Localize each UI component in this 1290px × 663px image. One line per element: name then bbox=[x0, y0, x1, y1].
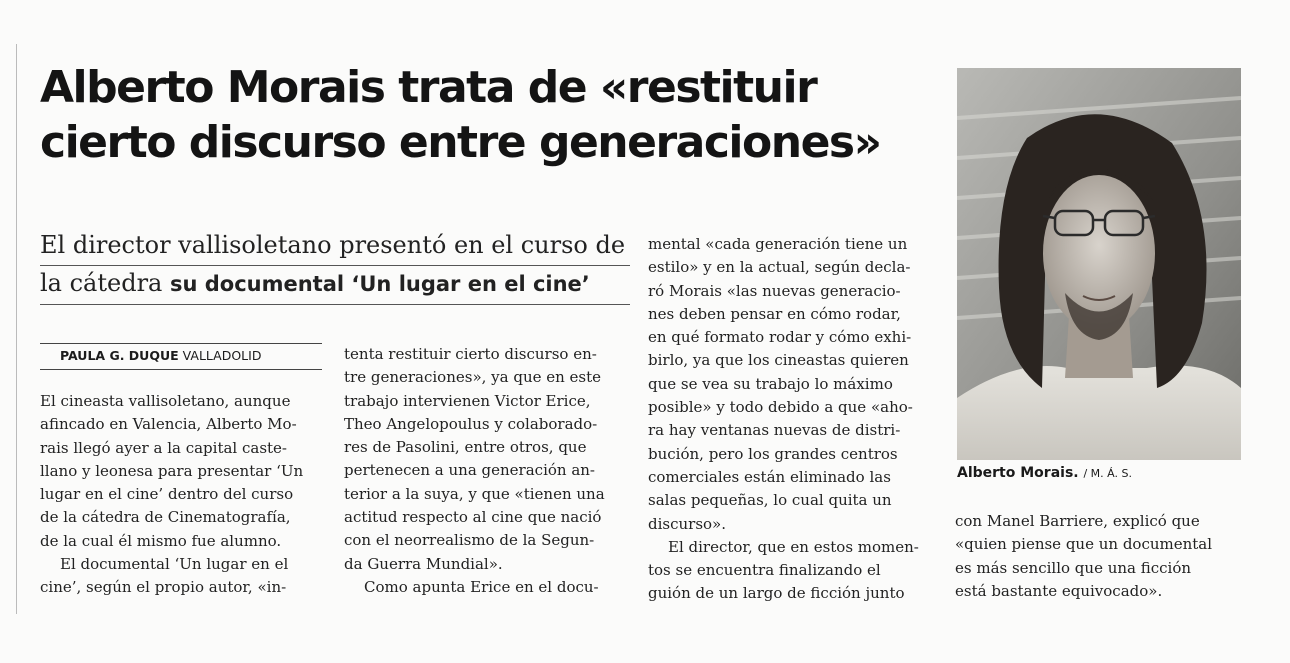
body-line: que se vea su trabajo lo máximo bbox=[648, 374, 893, 393]
body-line: de la cátedra de Cinematografía, bbox=[40, 508, 291, 527]
body-line: guión de un largo de ficción junto bbox=[648, 584, 905, 603]
subheadline-line-2 bbox=[40, 266, 630, 305]
body-line: da Guerra Mundial». bbox=[344, 554, 503, 573]
body-line: es más sencillo que una ficción bbox=[955, 558, 1192, 577]
headline-line-2: cierto discurso entre generaciones» bbox=[40, 117, 881, 168]
body-line: tos se encuentra finalizando el bbox=[648, 561, 881, 580]
body-column-1 bbox=[40, 390, 325, 600]
byline-location: VALLADOLID bbox=[182, 348, 262, 363]
body-line: salas pequeñas, lo cual quita un bbox=[648, 491, 892, 510]
body-column-2 bbox=[344, 343, 634, 599]
body-line: posible» y todo debido a que «aho- bbox=[648, 398, 913, 417]
body-line: El director, que en estos momen- bbox=[668, 537, 919, 556]
subheadline-line-1: El director vallisoletano presentó en el curso de bbox=[40, 228, 630, 266]
body-line: terior a la suya, y que «tienen una bbox=[344, 484, 605, 503]
body-line: con Manel Barriere, explicó que bbox=[955, 512, 1200, 530]
column-rule bbox=[16, 44, 17, 614]
body-line: discurso». bbox=[648, 514, 727, 533]
body-line: actitud respecto al cine que nació bbox=[344, 508, 602, 527]
byline-author: PAULA G. DUQUE bbox=[60, 348, 179, 363]
body-line: «quien piense que un documental bbox=[955, 535, 1213, 554]
body-line: trabajo intervienen Victor Erice, bbox=[344, 391, 591, 410]
body-line: bución, pero los grandes centros bbox=[648, 444, 898, 463]
body-line: lugar en el cine’ dentro del curso bbox=[40, 485, 294, 504]
portrait-photo bbox=[957, 68, 1241, 460]
headline-line-1: Alberto Morais trata de «restituir bbox=[40, 62, 817, 113]
body-line: ra hay ventanas nuevas de distri- bbox=[648, 421, 901, 440]
byline bbox=[40, 343, 322, 370]
body-line: Theo Angelopoulus y colaborado- bbox=[344, 414, 598, 433]
body-line: estilo» y en la actual, según decla- bbox=[648, 258, 911, 277]
body-line: cine’, según el propio autor, «in- bbox=[40, 578, 287, 597]
body-column-4 bbox=[955, 510, 1245, 603]
body-line: El documental ‘Un lugar en el bbox=[60, 555, 289, 574]
caption-credit: / M. Á. S. bbox=[1083, 467, 1132, 480]
body-line: res de Pasolini, entre otros, que bbox=[344, 438, 587, 457]
body-line: ró Morais «las nuevas generacio- bbox=[648, 281, 901, 300]
caption-name: Alberto Morais. bbox=[957, 465, 1079, 481]
body-line: mental «cada generación tiene un bbox=[648, 235, 908, 253]
body-line: pertenecen a una generación an- bbox=[344, 461, 596, 480]
subheadline-plain-text: la cátedra bbox=[40, 269, 170, 297]
body-line: afincado en Valencia, Alberto Mo- bbox=[40, 415, 297, 434]
subheadline bbox=[40, 228, 630, 305]
body-line: birlo, ya que los cineastas quieren bbox=[648, 351, 909, 370]
body-line: El cineasta vallisoletano, aunque bbox=[40, 392, 291, 410]
body-line: con el neorrealismo de la Segun- bbox=[344, 531, 595, 550]
body-line: tre generaciones», ya que en este bbox=[344, 368, 602, 387]
body-line: en qué formato rodar y cómo exhi- bbox=[648, 328, 912, 347]
body-line: Como apunta Erice en el docu- bbox=[364, 577, 599, 596]
body-line: está bastante equivocado». bbox=[955, 581, 1163, 600]
body-line: llano y leonesa para presentar ‘Un bbox=[40, 461, 304, 480]
portrait-photo-illustration bbox=[957, 68, 1241, 460]
body-line: tenta restituir cierto discurso en- bbox=[344, 345, 597, 363]
body-line: de la cual él mismo fue alumno. bbox=[40, 531, 282, 550]
body-line: rais llegó ayer a la capital caste- bbox=[40, 438, 287, 457]
subheadline-bold-text: su documental ‘Un lugar en el cine’ bbox=[169, 272, 590, 296]
body-line: comerciales están eliminado las bbox=[648, 467, 891, 486]
body-line: nes deben pensar en cómo rodar, bbox=[648, 304, 901, 323]
photo-caption bbox=[957, 465, 1132, 481]
headline bbox=[40, 60, 940, 170]
body-column-3 bbox=[648, 233, 938, 606]
